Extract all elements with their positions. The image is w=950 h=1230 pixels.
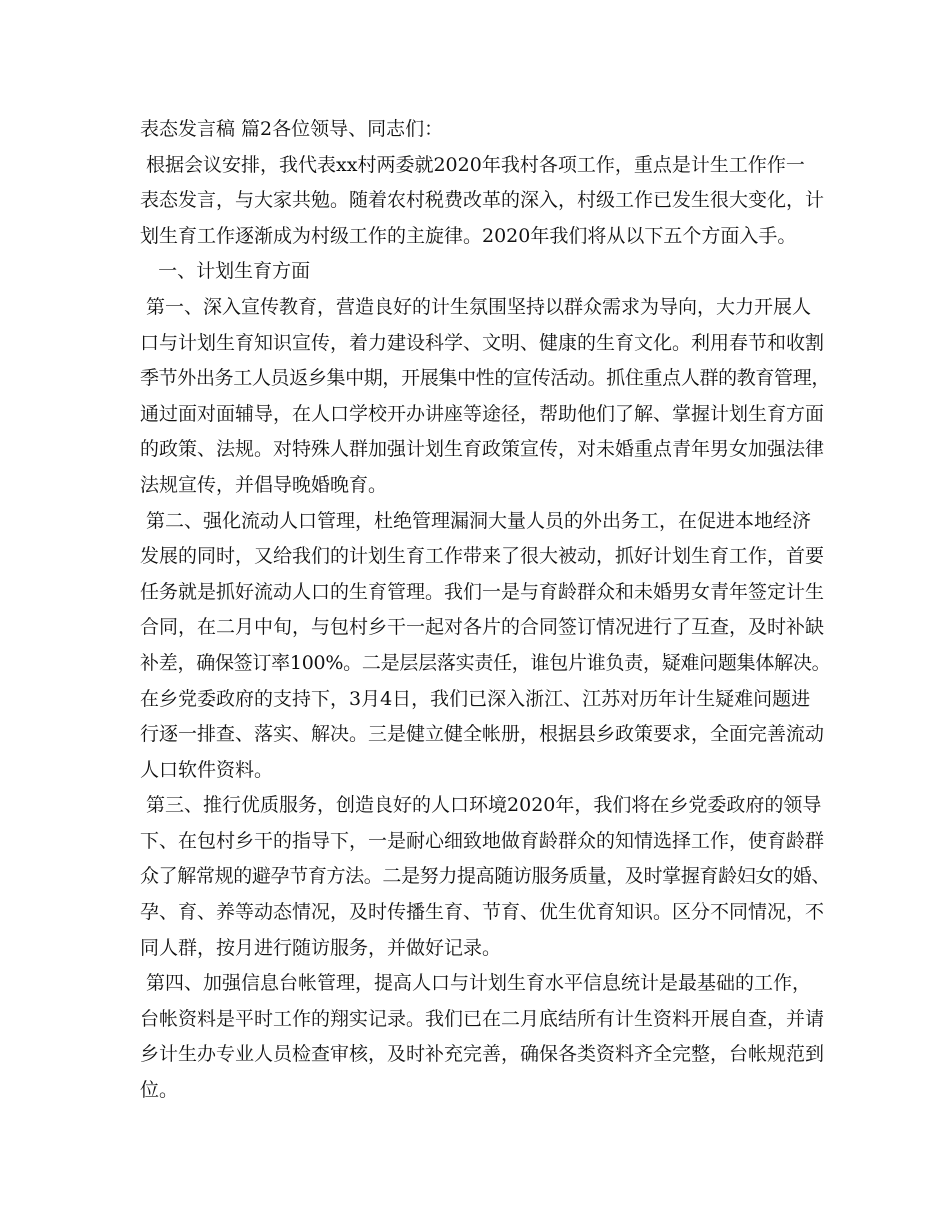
text-line: 口与计划生育知识宣传，着力建设科学、文明、健康的生育文化。利用春节和收割 xyxy=(140,331,825,354)
text-line: 乡计生办专业人员检查审核，及时补充完善，确保各类资料齐全完整，台帐规范到 xyxy=(140,1043,825,1066)
text-line: 发展的同时，又给我们的计划生育工作带来了很大被动，抓好计划生育工作，首要 xyxy=(140,545,825,568)
text-line: 一、计划生育方面 xyxy=(140,260,311,283)
text-line: 第一、深入宣传教育，营造良好的计生氛围坚持以群众需求为导向，大力开展人 xyxy=(140,295,812,318)
document-title-line: 表态发言稿 篇2各位领导、同志们： xyxy=(140,118,444,140)
text-line: 位。 xyxy=(140,1079,179,1102)
text-line: 表态发言，与大家共勉。随着农村税费改革的深入，村级工作已发生很大变化，计 xyxy=(140,189,825,212)
text-line: 补差，确保签订率100%。二是层层落实责任，谁包片谁负责，疑难问题集体解决。 xyxy=(140,651,831,674)
text-line: 下、在包村乡干的指导下，一是耐心细致地做育龄群众的知情选择工作，使育龄群 xyxy=(140,829,825,852)
text-line: 众了解常规的避孕节育方法。二是努力提高随访服务质量，及时掌握育龄妇女的婚、 xyxy=(140,865,831,888)
text-line: 第二、强化流动人口管理，杜绝管理漏洞大量人员的外出务工，在促进本地经济 xyxy=(140,509,812,532)
text-line: 通过面对面辅导，在人口学校开办讲座等途径，帮助他们了解、掌握计划生育方面 xyxy=(140,402,825,425)
text-line: 的政策、法规。对特殊人群加强计划生育政策宣传，对未婚重点青年男女加强法律 xyxy=(140,438,825,461)
text-line: 台帐资料是平时工作的翔实记录。我们已在二月底结所有计生资料开展自查，并请 xyxy=(140,1007,825,1030)
document-body xyxy=(140,112,830,1109)
text-line: 在乡党委政府的支持下，3月4日，我们已深入浙江、江苏对历年计生疑难问题进 xyxy=(140,687,811,710)
text-line: 孕、育、养等动态情况，及时传播生育、节育、优生优育知识。区分不同情况，不 xyxy=(140,901,825,924)
text-line: 季节外出务工人员返乡集中期，开展集中性的宣传活动。抓住重点人群的教育管理， xyxy=(140,367,831,390)
text-line: 人口软件资料。 xyxy=(140,758,274,781)
text-line: 第四、加强信息台帐管理，提高人口与计划生育水平信息统计是最基础的工作， xyxy=(140,972,812,995)
text-line: 行逐一排查、落实、解决。三是健立健全帐册，根据县乡政策要求，全面完善流动 xyxy=(140,723,825,746)
text-line: 同人群，按月进行随访服务，并做好记录。 xyxy=(140,936,502,959)
text-line: 第三、推行优质服务，创造良好的人口环境2020年，我们将在乡党委政府的领导 xyxy=(140,794,822,817)
text-line: 法规宣传，并倡导晚婚晚育。 xyxy=(140,473,388,496)
text-line: 划生育工作逐渐成为村级工作的主旋律。2020年我们将从以下五个方面入手。 xyxy=(140,224,797,247)
text-line: 根据会议安排，我代表xx村两委就2020年我村各项工作，重点是计生工作作一 xyxy=(140,153,805,176)
text-line: 合同，在二月中旬，与包村乡干一起对各片的合同签订情况进行了互查，及时补缺 xyxy=(140,616,825,639)
text-line: 任务就是抓好流动人口的生育管理。我们一是与育龄群众和未婚男女青年签定计生 xyxy=(140,580,825,603)
